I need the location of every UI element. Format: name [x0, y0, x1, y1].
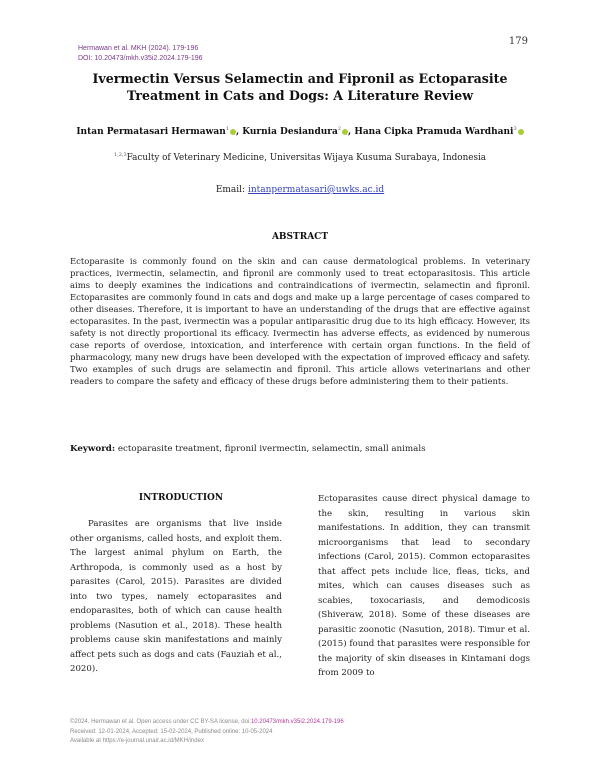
header-doi-link[interactable]: DOI: 10.20473/mkh.v35i2.2024.179-196: [78, 55, 203, 62]
affiliation: [40, 152, 560, 163]
author-name: Intan Permatasari Hermawan: [76, 127, 226, 137]
citation-line: Hermawan et al. MKH (2024). 179-196: [78, 45, 199, 52]
footer: [70, 718, 344, 747]
email-line: [40, 185, 560, 195]
email-label: Email:: [215, 185, 248, 195]
orcid-icon[interactable]: [342, 129, 348, 135]
author-sup: 1: [225, 126, 229, 132]
orcid-icon[interactable]: [230, 129, 236, 135]
intro-column-left: Parasites are organisms that live inside other organisms, called hosts, and exploit them. The largest animal phylum on Earth, the Arthropoda, is commonly used as a host by parasites (Carol, 2015). Parasites are divided into two types, namely ectoparasites and endoparasites, both of which can cause health problems (Nasution et al., 2018). These health problems cause skin manifestations and mainly affect pets such as dogs and cats (Fauziah et al., 2020).: [70, 519, 282, 674]
intro-column-right: Ectoparasites cause direct physical damage to the skin, resulting in various skin manifestations. In addition, they can transmit microorganisms that lead to secondary infections (Carol, 2015). Common ectoparasites that affect pets include lice, fleas, ticks, and mites, which can causes diseases such as scabies, toxocariasis, and demodicosis (Shiveraw, 2018). Some of these diseases are parasitic zoonotic (Nasution, 2018). Timur et al. (2015) found that parasites were responsible for the majority of skin diseases in Kintamani dogs from 2009 to: [318, 494, 530, 678]
footer-dates: Received: 12-01-2024, Accepted: 15-02-2024, Published online: 10-05-2024: [70, 728, 273, 735]
affiliation-sup: 1,2,3: [113, 152, 127, 158]
author-list: Intan Permatasari Hermawan$^1$ , Kurnia Desiandura$^2$ , Hana Cipka Pramuda Wardhani$^3$: [40, 126, 560, 137]
orcid-icon[interactable]: [518, 129, 524, 135]
author-name: Hana Cipka Pramuda Wardhani: [354, 127, 514, 137]
footer-doi-link[interactable]: 10.20473/mkh.v35i2.2024.179-196: [250, 719, 344, 725]
running-header: [78, 44, 203, 64]
email-link[interactable]: intanpermatasari@uwks.ac.id: [247, 185, 385, 195]
abstract-text: Ectoparasite is commonly found on the skin and can cause dermatological problems. In veterinary practices, ivermectin, selamectin, and fipronil are commonly used to treat ectoparasitosis. This article aims to deeply examines the indications and contraindications of ivermectin, selamectin and fipronil. Ectoparasites are commonly found in cats and dogs and make up a large percentage of cases compared to other diseases. Therefore, it is important to have an understanding of the drugs that are effective against ectoparasites. In the past, ivermectin was a popular antiparasitic drug due to its high efficacy. However, its safety is not directly proportional its efficacy. Ivermectin has adverse effects, as evidenced by numerous case reports of overdose, intoxication, and interference with certain organ functions. In the field of pharmacology, many new drugs have been developed with the expectation of improved efficacy and safety. Two examples of such drugs are selamectin and fipronil. This article allows veterinarians and other readers to compare the safety and efficacy of these drugs before administering them to their patients.: [70, 256, 530, 386]
abstract-heading: ABSTRACT: [271, 232, 329, 242]
footer-availability: Available at https://e-journal.unair.ac.id/MKH/index: [70, 738, 204, 744]
affiliation-text: Faculty of Veterinary Medicine, Universitas Wijaya Kusuma Surabaya, Indonesia: [126, 152, 487, 163]
keywords: [70, 444, 530, 454]
author-sup: 2: [337, 126, 342, 132]
footer-license: ©2024. Hermawan et al. Open access under CC BY-SA license, doi:: [70, 719, 251, 725]
author-sup: 3: [513, 126, 517, 132]
author-name: Kurnia Desiandura: [242, 127, 338, 137]
keyword-label: Keyword:: [70, 444, 116, 454]
article-title: Ivermectin Versus Selamectin and Fipronil as Ectoparasite Treatment in Cats and Dogs: A Literature Review: [92, 71, 508, 103]
keyword-text: ectoparasite treatment, fipronil ivermectin, selamectin, small animals: [115, 444, 426, 454]
page-number: 179: [508, 36, 528, 47]
introduction-heading: INTRODUCTION: [138, 493, 224, 503]
